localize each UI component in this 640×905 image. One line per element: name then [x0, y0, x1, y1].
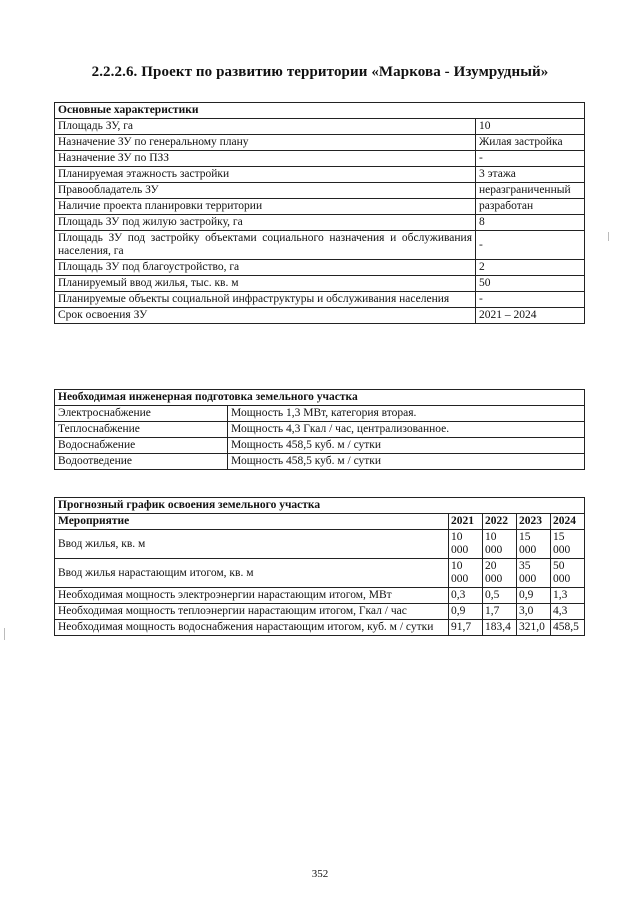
engineering-table: [54, 389, 585, 470]
table-header: Необходимая инженерная подготовка земельного участка: [55, 390, 585, 406]
year-value: 0,5: [483, 588, 517, 604]
row-label: Площадь ЗУ, га: [55, 119, 476, 135]
year-value: 91,7: [449, 620, 483, 636]
table-row: [55, 215, 585, 231]
row-value: 3 этажа: [476, 167, 585, 183]
year-value: 3,0: [517, 604, 551, 620]
table-row: [55, 406, 585, 422]
row-label: Ввод жилья, кв. м: [55, 530, 449, 559]
table-row: [55, 620, 585, 636]
year-value: 35 000: [517, 559, 551, 588]
table-row: [55, 530, 585, 559]
table-row: [55, 422, 585, 438]
year-value: 15 000: [551, 530, 585, 559]
year-value: 0,3: [449, 588, 483, 604]
row-value: -: [476, 292, 585, 308]
schedule-table: [54, 497, 585, 636]
row-label: Теплоснабжение: [55, 422, 228, 438]
table-row: [55, 292, 585, 308]
row-value: Мощность 458,5 куб. м / сутки: [228, 438, 585, 454]
row-label: Площадь ЗУ под застройку объектами социального назначения и обслуживания населения, га: [55, 231, 476, 260]
page-number: 352: [311, 868, 329, 880]
column-header-year: 2021: [449, 514, 483, 530]
year-value: 321,0: [517, 620, 551, 636]
table-header-row: [55, 498, 585, 514]
table-row: [55, 276, 585, 292]
column-header-row: [55, 514, 585, 530]
table-row: [55, 308, 585, 324]
table-row: [55, 588, 585, 604]
year-value: 10 000: [449, 530, 483, 559]
table-header: Прогнозный график освоения земельного участка: [55, 498, 585, 514]
table-header: Основные характеристики: [55, 103, 585, 119]
table-row: [55, 559, 585, 588]
table-row: [55, 454, 585, 470]
table-header-row: [55, 103, 585, 119]
row-label: Планируемые объекты социальной инфраструктуры и обслуживания населения: [55, 292, 476, 308]
row-value: -: [476, 231, 585, 260]
row-value: 10: [476, 119, 585, 135]
page-title: 2.2.2.6. Проект по развитию территории «Маркова - Изумрудный»: [91, 64, 549, 80]
row-label: Электроснабжение: [55, 406, 228, 422]
year-value: 0,9: [517, 588, 551, 604]
scan-mark: [4, 628, 5, 640]
year-value: 1,3: [551, 588, 585, 604]
row-value: 8: [476, 215, 585, 231]
row-label: Водоснабжение: [55, 438, 228, 454]
row-label: Площадь ЗУ под жилую застройку, га: [55, 215, 476, 231]
year-value: 1,7: [483, 604, 517, 620]
row-label: Планируемая этажность застройки: [55, 167, 476, 183]
row-label: Назначение ЗУ по генеральному плану: [55, 135, 476, 151]
row-value: неразграниченный: [476, 183, 585, 199]
column-header-year: 2023: [517, 514, 551, 530]
row-value: 2: [476, 260, 585, 276]
row-value: -: [476, 151, 585, 167]
table-row: [55, 604, 585, 620]
column-header-year: 2022: [483, 514, 517, 530]
row-label: Срок освоения ЗУ: [55, 308, 476, 324]
year-value: 10 000: [449, 559, 483, 588]
row-label: Площадь ЗУ под благоустройство, га: [55, 260, 476, 276]
year-value: 15 000: [517, 530, 551, 559]
row-label: Наличие проекта планировки территории: [55, 199, 476, 215]
row-label: Необходимая мощность теплоэнергии нарастающим итогом, Гкал / час: [55, 604, 449, 620]
year-value: 0,9: [449, 604, 483, 620]
scan-mark: [608, 232, 609, 241]
table-header-row: [55, 390, 585, 406]
row-label: Необходимая мощность водоснабжения нарастающим итогом, куб. м / сутки: [55, 620, 449, 636]
table-row: [55, 231, 585, 260]
row-value: Жилая застройка: [476, 135, 585, 151]
year-value: 20 000: [483, 559, 517, 588]
row-value: Мощность 458,5 куб. м / сутки: [228, 454, 585, 470]
year-value: 50 000: [551, 559, 585, 588]
table-row: [55, 167, 585, 183]
table-row: [55, 151, 585, 167]
year-value: 10 000: [483, 530, 517, 559]
row-label: Ввод жилья нарастающим итогом, кв. м: [55, 559, 449, 588]
year-value: 458,5: [551, 620, 585, 636]
row-value: Мощность 1,3 МВт, категория вторая.: [228, 406, 585, 422]
row-value: 50: [476, 276, 585, 292]
row-label: Необходимая мощность электроэнергии нарастающим итогом, МВт: [55, 588, 449, 604]
row-value: 2021 – 2024: [476, 308, 585, 324]
column-header-event: Мероприятие: [55, 514, 449, 530]
table-row: [55, 135, 585, 151]
row-label: Назначение ЗУ по ПЗЗ: [55, 151, 476, 167]
table-row: [55, 119, 585, 135]
table-row: [55, 438, 585, 454]
row-label: Планируемый ввод жилья, тыс. кв. м: [55, 276, 476, 292]
year-value: 4,3: [551, 604, 585, 620]
main-characteristics-table: [54, 102, 585, 324]
row-label: Водоотведение: [55, 454, 228, 470]
row-value: разработан: [476, 199, 585, 215]
year-value: 183,4: [483, 620, 517, 636]
table-row: [55, 199, 585, 215]
row-value: Мощность 4,3 Гкал / час, централизованное.: [228, 422, 585, 438]
table-row: [55, 183, 585, 199]
table-row: [55, 260, 585, 276]
column-header-year: 2024: [551, 514, 585, 530]
row-label: Правообладатель ЗУ: [55, 183, 476, 199]
